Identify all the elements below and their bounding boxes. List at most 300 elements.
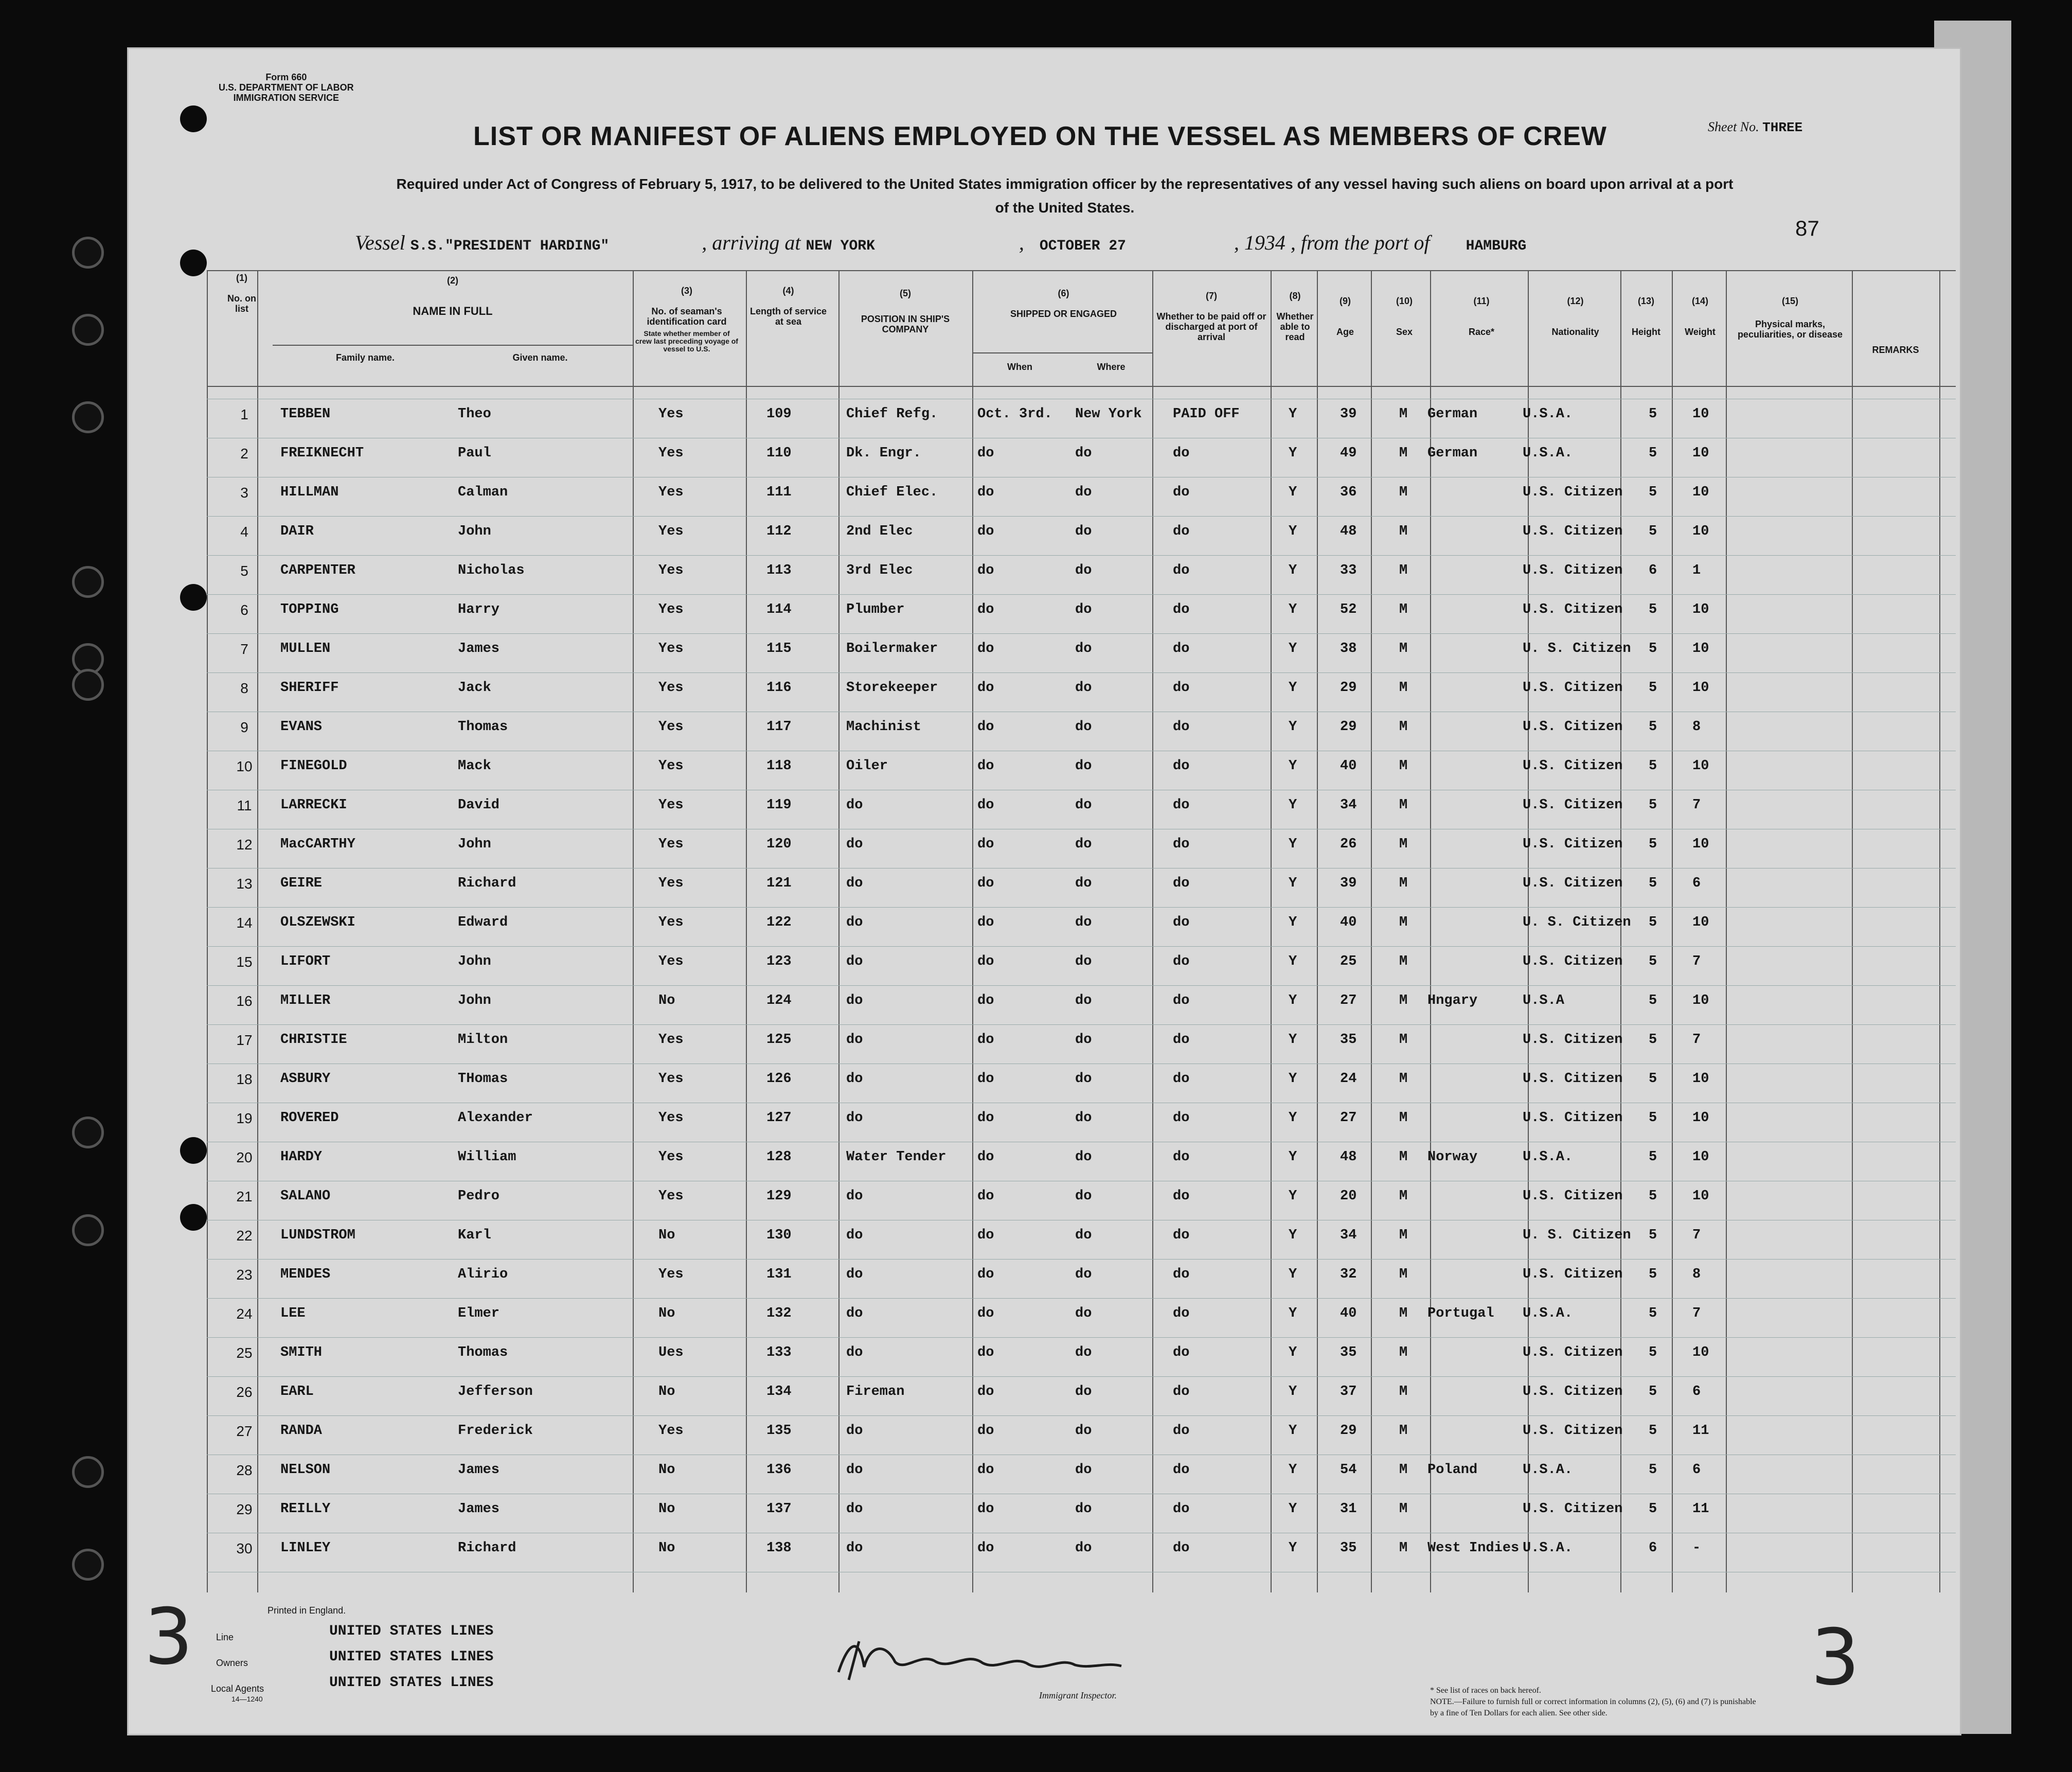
family-name: MENDES: [280, 1267, 331, 1282]
family-name: ROVERED: [280, 1110, 339, 1126]
owners-value: UNITED STATES LINES: [329, 1649, 494, 1665]
printed-note: Printed in England.: [267, 1605, 346, 1616]
able-to-read: Y: [1289, 1540, 1297, 1556]
age: 40: [1340, 1306, 1357, 1321]
punch-hole: [72, 401, 104, 433]
shipped-when: do: [977, 1423, 994, 1439]
sex: M: [1399, 993, 1408, 1008]
row-number: 11: [237, 798, 252, 813]
weight: 10: [1692, 446, 1709, 461]
weight: 7: [1692, 954, 1701, 969]
service-length: 119: [766, 798, 792, 813]
family-name: EARL: [280, 1384, 314, 1399]
weight: 10: [1692, 524, 1709, 539]
ship-position: do: [846, 1306, 863, 1321]
paid-off-status: do: [1173, 1384, 1190, 1399]
row-number: 24: [236, 1306, 253, 1322]
able-to-read: Y: [1289, 1071, 1297, 1087]
age: 25: [1340, 954, 1357, 969]
given-name: Richard: [458, 1540, 516, 1556]
id-card-status: No: [658, 1384, 675, 1399]
age: 26: [1340, 837, 1357, 852]
service-length: 125: [766, 1032, 792, 1048]
column-divider: [1726, 270, 1727, 1592]
row-number: 3: [240, 485, 248, 501]
sex: M: [1399, 1501, 1408, 1517]
family-name: FINEGOLD: [280, 758, 347, 774]
header-rule: [207, 270, 1956, 271]
shipped-when: do: [977, 719, 994, 735]
given-name: James: [458, 1462, 500, 1478]
nationality: U.S. Citizen: [1523, 719, 1623, 735]
family-name: SALANO: [280, 1189, 331, 1204]
row-number: 8: [240, 680, 248, 696]
family-name: HILLMAN: [280, 485, 339, 500]
family-name: SHERIFF: [280, 680, 339, 696]
sex: M: [1399, 758, 1408, 774]
height: 5: [1649, 1306, 1657, 1321]
given-name: John: [458, 993, 491, 1008]
id-card-status: Yes: [658, 1110, 684, 1126]
height: 5: [1649, 406, 1657, 422]
age: 37: [1340, 1384, 1357, 1399]
id-card-status: Yes: [658, 602, 684, 617]
row-rule: [207, 672, 1956, 673]
shipped-where: do: [1075, 446, 1092, 461]
height: 5: [1649, 719, 1657, 735]
nationality: U.S. Citizen: [1523, 798, 1623, 813]
row-rule: [207, 1337, 1956, 1338]
id-card-status: Yes: [658, 1423, 684, 1439]
given-name: Pedro: [458, 1189, 500, 1204]
col14-header: (14) Weight: [1685, 296, 1716, 337]
column-divider: [207, 270, 208, 1592]
ship-position: Oiler: [846, 758, 888, 774]
given-name: Harry: [458, 602, 500, 617]
able-to-read: Y: [1289, 798, 1297, 813]
weight: 7: [1692, 1228, 1701, 1243]
row-number: 21: [236, 1189, 253, 1204]
nationality: U.S. Citizen: [1523, 602, 1623, 617]
service-length: 120: [766, 837, 792, 852]
row-number: 5: [240, 563, 248, 579]
row-rule: [207, 1415, 1956, 1416]
paid-off-status: do: [1173, 993, 1190, 1008]
ship-position: Plumber: [846, 602, 905, 617]
arrival-date: OCTOBER 27: [1039, 238, 1126, 254]
height: 5: [1649, 446, 1657, 461]
sex: M: [1399, 954, 1408, 969]
agents-label: Local Agents: [211, 1684, 264, 1694]
department-name: U.S. DEPARTMENT OF LABOR: [219, 82, 354, 93]
able-to-read: Y: [1289, 1267, 1297, 1282]
able-to-read: Y: [1289, 954, 1297, 969]
col2-header: (2) NAME IN FULL: [413, 275, 493, 317]
form-number: Form 660: [265, 72, 307, 82]
column-divider: [746, 270, 747, 1592]
weight: -: [1692, 1540, 1701, 1556]
weight: 10: [1692, 485, 1709, 500]
shipped-when: do: [977, 641, 994, 657]
weight: 10: [1692, 641, 1709, 657]
owners-label: Owners: [216, 1658, 248, 1668]
ship-position: do: [846, 1071, 863, 1087]
weight: 11: [1692, 1423, 1709, 1439]
line-value: UNITED STATES LINES: [329, 1623, 494, 1639]
nationality: U.S. Citizen: [1523, 563, 1623, 578]
able-to-read: Y: [1289, 915, 1297, 930]
age: 40: [1340, 758, 1357, 774]
able-to-read: Y: [1289, 680, 1297, 696]
row-rule: [207, 985, 1956, 986]
age: 36: [1340, 485, 1357, 500]
row-rule: [207, 594, 1956, 595]
shipped-where: do: [1075, 719, 1092, 735]
ship-position: do: [846, 1032, 863, 1048]
sex: M: [1399, 1423, 1408, 1439]
family-name: LARRECKI: [280, 798, 347, 813]
nationality: U.S. Citizen: [1523, 485, 1623, 500]
id-card-status: Yes: [658, 798, 684, 813]
paid-off-status: do: [1173, 563, 1190, 578]
row-number: 30: [236, 1540, 253, 1556]
age: 31: [1340, 1501, 1357, 1517]
family-name: DAIR: [280, 524, 314, 539]
row-rule: [207, 868, 1956, 869]
id-card-status: Yes: [658, 563, 684, 578]
paid-off-status: do: [1173, 1462, 1190, 1478]
family-name: TOPPING: [280, 602, 339, 617]
able-to-read: Y: [1289, 446, 1297, 461]
shipped-when: do: [977, 1071, 994, 1087]
ship-position: 2nd Elec: [846, 524, 913, 539]
nationality: U.S. Citizen: [1523, 837, 1623, 852]
age: 39: [1340, 876, 1357, 891]
height: 5: [1649, 1462, 1657, 1478]
id-card-status: Yes: [658, 1189, 684, 1204]
service-length: 117: [766, 719, 792, 735]
shipped-where: do: [1075, 1189, 1092, 1204]
height: 5: [1649, 993, 1657, 1008]
shipped-where: do: [1075, 1501, 1092, 1517]
shipped-when: do: [977, 1267, 994, 1282]
service-name: IMMIGRATION SERVICE: [233, 93, 340, 103]
punch-hole: [72, 237, 104, 269]
able-to-read: Y: [1289, 837, 1297, 852]
weight: 11: [1692, 1501, 1709, 1517]
height: 5: [1649, 876, 1657, 891]
ship-position: do: [846, 876, 863, 891]
height: 5: [1649, 837, 1657, 852]
shipped-when: do: [977, 1345, 994, 1360]
service-length: 130: [766, 1228, 792, 1243]
sex: M: [1399, 1228, 1408, 1243]
id-card-status: Yes: [658, 915, 684, 930]
ship-position: Chief Elec.: [846, 485, 938, 500]
paid-off-status: do: [1173, 485, 1190, 500]
weight: 10: [1692, 758, 1709, 774]
nationality: U.S. Citizen: [1523, 876, 1623, 891]
shipped-when: do: [977, 1501, 994, 1517]
shipped-where: do: [1075, 876, 1092, 891]
weight: 7: [1692, 1032, 1701, 1048]
weight: 8: [1692, 719, 1701, 735]
able-to-read: Y: [1289, 524, 1297, 539]
row-rule: [207, 1024, 1956, 1025]
height: 5: [1649, 1032, 1657, 1048]
given-name: Jefferson: [458, 1384, 533, 1399]
col7-header: (7) Whether to be paid off or discharged at port of arrival: [1156, 291, 1266, 342]
height: 5: [1649, 1228, 1657, 1243]
sheet-label: Sheet No.: [1708, 119, 1759, 134]
ship-position: do: [846, 1267, 863, 1282]
able-to-read: Y: [1289, 719, 1297, 735]
ship-position: do: [846, 954, 863, 969]
able-to-read: Y: [1289, 1228, 1297, 1243]
height: 6: [1649, 1540, 1657, 1556]
header-rule: [207, 386, 1956, 387]
ship-position: do: [846, 1501, 863, 1517]
given-name: James: [458, 1501, 500, 1517]
ship-position: 3rd Elec: [846, 563, 913, 578]
age: 49: [1340, 446, 1357, 461]
height: 5: [1649, 641, 1657, 657]
id-card-status: Yes: [658, 1071, 684, 1087]
line-label: Line: [216, 1632, 234, 1642]
sex: M: [1399, 837, 1408, 852]
shipped-when: do: [977, 602, 994, 617]
column-divider: [1430, 270, 1431, 1592]
able-to-read: Y: [1289, 1501, 1297, 1517]
sex: M: [1399, 1149, 1408, 1165]
weight: 10: [1692, 1149, 1709, 1165]
shipped-when: do: [977, 837, 994, 852]
paid-off-status: do: [1173, 1149, 1190, 1165]
height: 5: [1649, 1423, 1657, 1439]
row-number: 22: [236, 1228, 253, 1244]
family-name: EVANS: [280, 719, 323, 735]
shipped-when: do: [977, 1228, 994, 1243]
shipped-where: do: [1075, 1306, 1092, 1321]
service-length: 115: [766, 641, 792, 657]
height: 5: [1649, 524, 1657, 539]
shipped-when: do: [977, 1384, 994, 1399]
shipped-where: do: [1075, 837, 1092, 852]
able-to-read: Y: [1289, 993, 1297, 1008]
ship-position: Boilermaker: [846, 641, 938, 657]
ship-position: do: [846, 1345, 863, 1360]
service-length: 132: [766, 1306, 792, 1321]
given-name-header: Given name.: [512, 352, 568, 363]
row-rule: [207, 555, 1956, 556]
age: 29: [1340, 719, 1357, 735]
shipped-where: do: [1075, 1228, 1092, 1243]
row-number: 4: [240, 524, 248, 540]
row-number: 17: [236, 1032, 253, 1048]
sex: M: [1399, 798, 1408, 813]
race: Norway: [1427, 1149, 1478, 1165]
id-card-status: Yes: [658, 837, 684, 852]
height: 5: [1649, 1501, 1657, 1517]
id-card-status: Ues: [658, 1345, 684, 1360]
id-card-status: No: [658, 1501, 675, 1517]
row-number: 2: [240, 446, 248, 462]
id-card-status: No: [658, 1306, 675, 1321]
id-card-status: Yes: [658, 680, 684, 696]
ship-position: do: [846, 798, 863, 813]
punch-hole: [72, 669, 104, 701]
row-rule: [207, 907, 1956, 908]
able-to-read: Y: [1289, 876, 1297, 891]
sheet-value: THREE: [1762, 120, 1803, 135]
service-length: 111: [766, 485, 792, 500]
ship-position: do: [846, 993, 863, 1008]
weight: 10: [1692, 1189, 1709, 1204]
height: 5: [1649, 1384, 1657, 1399]
family-name: LUNDSTROM: [280, 1228, 355, 1243]
id-card-status: Yes: [658, 641, 684, 657]
service-length: 128: [766, 1149, 792, 1165]
sex: M: [1399, 1384, 1408, 1399]
from-label: , from the port of: [1290, 231, 1430, 254]
given-name: Edward: [458, 915, 508, 930]
able-to-read: Y: [1289, 406, 1297, 422]
given-name: Elmer: [458, 1306, 500, 1321]
family-name: LINLEY: [280, 1540, 331, 1556]
sex: M: [1399, 915, 1408, 930]
height: 5: [1649, 1149, 1657, 1165]
height: 5: [1649, 1110, 1657, 1126]
agents-value: UNITED STATES LINES: [329, 1675, 494, 1691]
service-length: 133: [766, 1345, 792, 1360]
sex: M: [1399, 602, 1408, 617]
id-card-status: Yes: [658, 485, 684, 500]
ship-position: do: [846, 1110, 863, 1126]
nationality: U.S. Citizen: [1523, 1189, 1623, 1204]
nationality: U.S.A: [1523, 993, 1565, 1008]
paid-off-status: do: [1173, 837, 1190, 852]
service-length: 113: [766, 563, 792, 578]
service-length: 135: [766, 1423, 792, 1439]
col3-header: (3) No. of seaman's identification card State whether member of crew last preceding voyage of vessel to U.S.: [635, 286, 738, 353]
paid-off-status: do: [1173, 1267, 1190, 1282]
row-number: 9: [240, 719, 248, 735]
row-number: 13: [236, 876, 253, 892]
punch-hole: [72, 1214, 104, 1246]
weight: 10: [1692, 602, 1709, 617]
vessel-name: S.S."PRESIDENT HARDING": [410, 238, 610, 254]
height: 5: [1649, 1071, 1657, 1087]
family-name: GEIRE: [280, 876, 323, 891]
service-length: 118: [766, 758, 792, 774]
height: 5: [1649, 758, 1657, 774]
ship-position: do: [846, 1228, 863, 1243]
height: 5: [1649, 798, 1657, 813]
sex: M: [1399, 563, 1408, 578]
family-name: HARDY: [280, 1149, 323, 1165]
page-number: 87: [1795, 216, 1819, 240]
paid-off-status: do: [1173, 1228, 1190, 1243]
paid-off-status: PAID OFF: [1173, 406, 1240, 422]
column-divider: [633, 270, 634, 1592]
height: 5: [1649, 1267, 1657, 1282]
shipped-where: do: [1075, 1462, 1092, 1478]
shipped-where: do: [1075, 993, 1092, 1008]
paid-off-status: do: [1173, 915, 1190, 930]
col15-header: (15) Physical marks, peculiarities, or disease: [1737, 296, 1843, 340]
column-divider: [1939, 270, 1940, 1592]
id-card-status: Yes: [658, 719, 684, 735]
given-name: David: [458, 798, 500, 813]
vessel-line: Vessel S.S."PRESIDENT HARDING" , arriving at NEW YORK , OCTOBER 27 , 1934 , from the port of HAMBURG: [355, 231, 1527, 254]
race: Hngary: [1427, 993, 1478, 1008]
row-number: 16: [236, 993, 253, 1009]
age: 35: [1340, 1540, 1357, 1556]
ship-position: do: [846, 1189, 863, 1204]
family-name: REILLY: [280, 1501, 331, 1517]
paid-off-status: do: [1173, 1306, 1190, 1321]
nationality: U.S.A.: [1523, 1462, 1573, 1478]
given-name: John: [458, 524, 491, 539]
service-length: 116: [766, 680, 792, 696]
shipped-where: do: [1075, 1149, 1092, 1165]
paid-off-status: do: [1173, 1032, 1190, 1048]
age: 39: [1340, 406, 1357, 422]
shipped-when: do: [977, 680, 994, 696]
service-length: 134: [766, 1384, 792, 1399]
age: 29: [1340, 680, 1357, 696]
punch-hole: [180, 1204, 207, 1231]
service-length: 136: [766, 1462, 792, 1478]
shipped-when: do: [977, 993, 994, 1008]
shipped-where: do: [1075, 758, 1092, 774]
row-number: 27: [236, 1423, 253, 1439]
ship-position: Fireman: [846, 1384, 905, 1399]
sex: M: [1399, 1540, 1408, 1556]
service-length: 109: [766, 406, 792, 422]
weight: 10: [1692, 837, 1709, 852]
age: 33: [1340, 563, 1357, 578]
family-name: ASBURY: [280, 1071, 331, 1087]
family-name: CARPENTER: [280, 563, 355, 578]
nationality: U.S.A.: [1523, 1149, 1573, 1165]
given-name: Calman: [458, 485, 508, 500]
age: 35: [1340, 1032, 1357, 1048]
race: West Indies: [1427, 1540, 1520, 1556]
shipped-when: do: [977, 1110, 994, 1126]
punch-hole: [72, 314, 104, 346]
id-card-status: No: [658, 1540, 675, 1556]
family-name: SMITH: [280, 1345, 323, 1360]
sex: M: [1399, 1462, 1408, 1478]
shipped-where: do: [1075, 1071, 1092, 1087]
col5-header: (5) POSITION IN SHIP'S COMPANY: [861, 288, 950, 334]
penalty-note: NOTE.—Failure to furnish full or correct information in columns (2), (5), (6) and (7) is punishable by a fine of Ten Dollars for each alien. See other side.: [1430, 1697, 1756, 1717]
shipped-when: do: [977, 1032, 994, 1048]
family-name: RANDA: [280, 1423, 323, 1439]
shipped-where: do: [1075, 1540, 1092, 1556]
family-name: MILLER: [280, 993, 331, 1008]
ship-position: Dk. Engr.: [846, 446, 921, 461]
shipped-when: do: [977, 1540, 994, 1556]
sex: M: [1399, 1345, 1408, 1360]
height: 5: [1649, 1345, 1657, 1360]
shipped-when: do: [977, 758, 994, 774]
weight: 6: [1692, 876, 1701, 891]
shipped-when: do: [977, 1462, 994, 1478]
able-to-read: Y: [1289, 1423, 1297, 1439]
ship-position: Water Tender: [846, 1149, 946, 1165]
